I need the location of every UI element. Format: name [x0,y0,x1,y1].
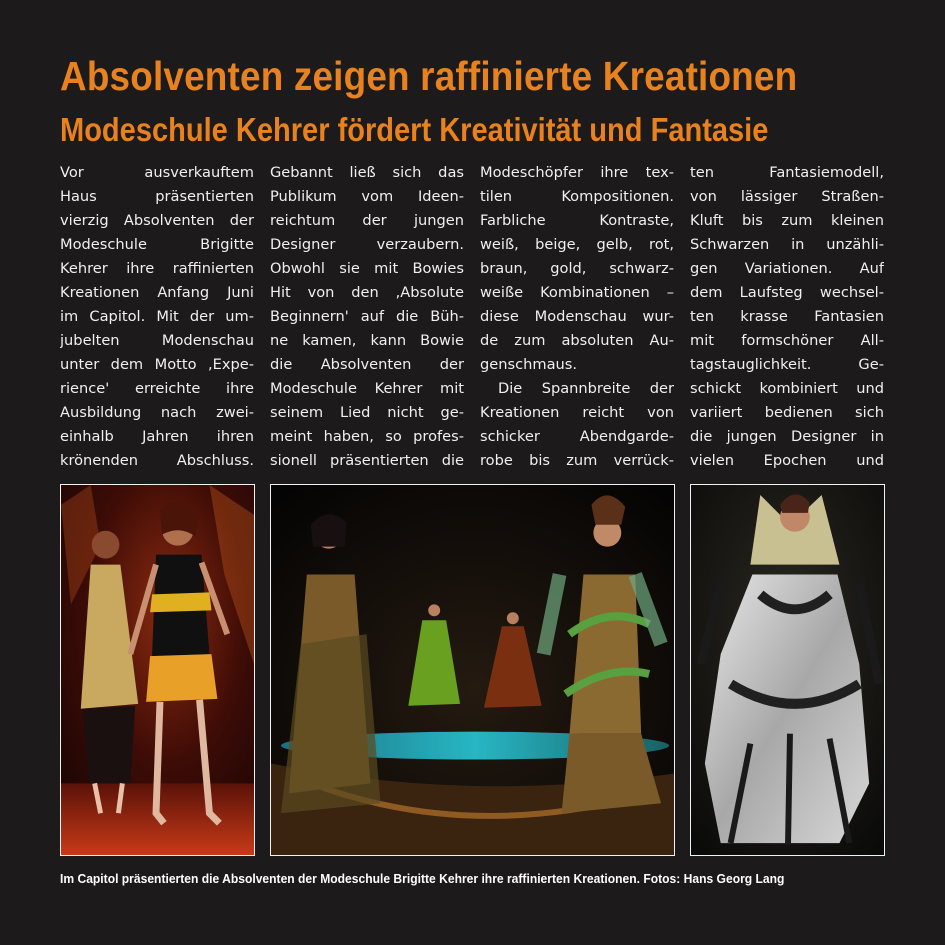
fashion-photo-3 [690,484,885,856]
text-line: schickt kombiniert und [690,380,884,397]
text-line: variiert bedienen sich [690,404,884,421]
text-line: vierzig Absolventen der [60,212,254,229]
text-column-3 [480,161,674,479]
text-line: die jungen Designer in [690,428,884,445]
text-line: Haus präsentierten [60,188,254,205]
text-line: Obwohl sie mit Bowies [270,260,464,277]
headline: Absolventen zeigen raffinierte Kreationen [60,53,798,99]
text-line: tilen Kompositionen. [480,188,674,205]
text-line: weiße Kombinationen – [480,284,674,301]
text-line: reichtum der jungen [270,212,464,229]
text-line: Kreationen Anfang Juni [60,284,254,301]
text-line: seinem Lied nicht ge- [270,404,464,421]
text-line: de zum absoluten Au- [480,332,674,349]
fashion-photo-2 [270,484,675,856]
text-line: einhalb Jahren ihren [60,428,254,445]
text-line: Kreationen reicht von [480,404,674,421]
text-line: weiß, beige, gelb, rot, [480,236,674,253]
text-line: Kehrer ihre raffinierten [60,260,254,277]
photo-caption: Im Capitol präsentierten die Absolventen der Modeschule Brigitte Kehrer ihre raffinierten Kreationen. Fotos: Hans Georg Lang [60,871,785,886]
text-line: rience' erreichte ihre [60,380,254,397]
fashion-photo-1 [60,484,255,856]
text-line: Hit von den ,Absolute [270,284,464,301]
text-line: ten Fantasiemodell, [690,164,884,181]
text-line: jubelten Modenschau [60,332,254,349]
text-line: von lässiger Straßen- [690,188,884,205]
text-line: diese Modenschau wur- [480,308,674,325]
text-line: ne kamen, kann Bowie [270,332,464,349]
text-column-2 [270,161,464,479]
text-line: Farbliche Kontraste, [480,212,674,229]
text-line: Modeschöpfer ihre tex- [480,164,674,181]
text-line: vielen Epochen und [690,452,884,469]
text-line: Ausbildung nach zwei- [60,404,254,421]
text-line: unter dem Motto ,Expe- [60,356,254,373]
text-line: tagstauglichkeit. Ge- [690,356,884,373]
text-line: robe bis zum verrück- [480,452,674,469]
text-line: die Absolventen der [270,356,464,373]
text-line: Designer verzaubern. [270,236,464,253]
text-line: im Capitol. Mit der um- [60,308,254,325]
text-line: Die Spannbreite der [498,380,674,397]
text-line: Modeschule Kehrer mit [270,380,464,397]
text-line: Publikum vom Ideen- [270,188,464,205]
text-line: Schwarzen in unzähli- [690,236,884,253]
text-column-1 [60,161,254,479]
text-line: Modeschule Brigitte [60,236,254,253]
subheadline: Modeschule Kehrer fördert Kreativität und Fantasie [60,111,769,148]
text-line: gen Variationen. Auf [690,260,884,277]
text-line: mit formschöner All- [690,332,884,349]
text-line: ten krasse Fantasien [690,308,884,325]
text-line: Vor ausverkauftem [60,164,254,181]
text-column-4 [690,161,884,479]
text-line: schicker Abendgarde- [480,428,674,445]
text-line: meint haben, so profes- [270,428,464,445]
text-line: genschmaus. [480,356,578,373]
text-line: dem Laufsteg wechsel- [690,284,884,301]
text-line: sionell präsentierten die [270,452,464,469]
text-line: krönenden Abschluss. [60,452,254,469]
text-line: Gebannt ließ sich das [270,164,464,181]
text-line: Beginnern' auf die Büh- [270,308,464,325]
text-line: braun, gold, schwarz- [480,260,674,277]
text-line: Kluft bis zum kleinen [690,212,884,229]
